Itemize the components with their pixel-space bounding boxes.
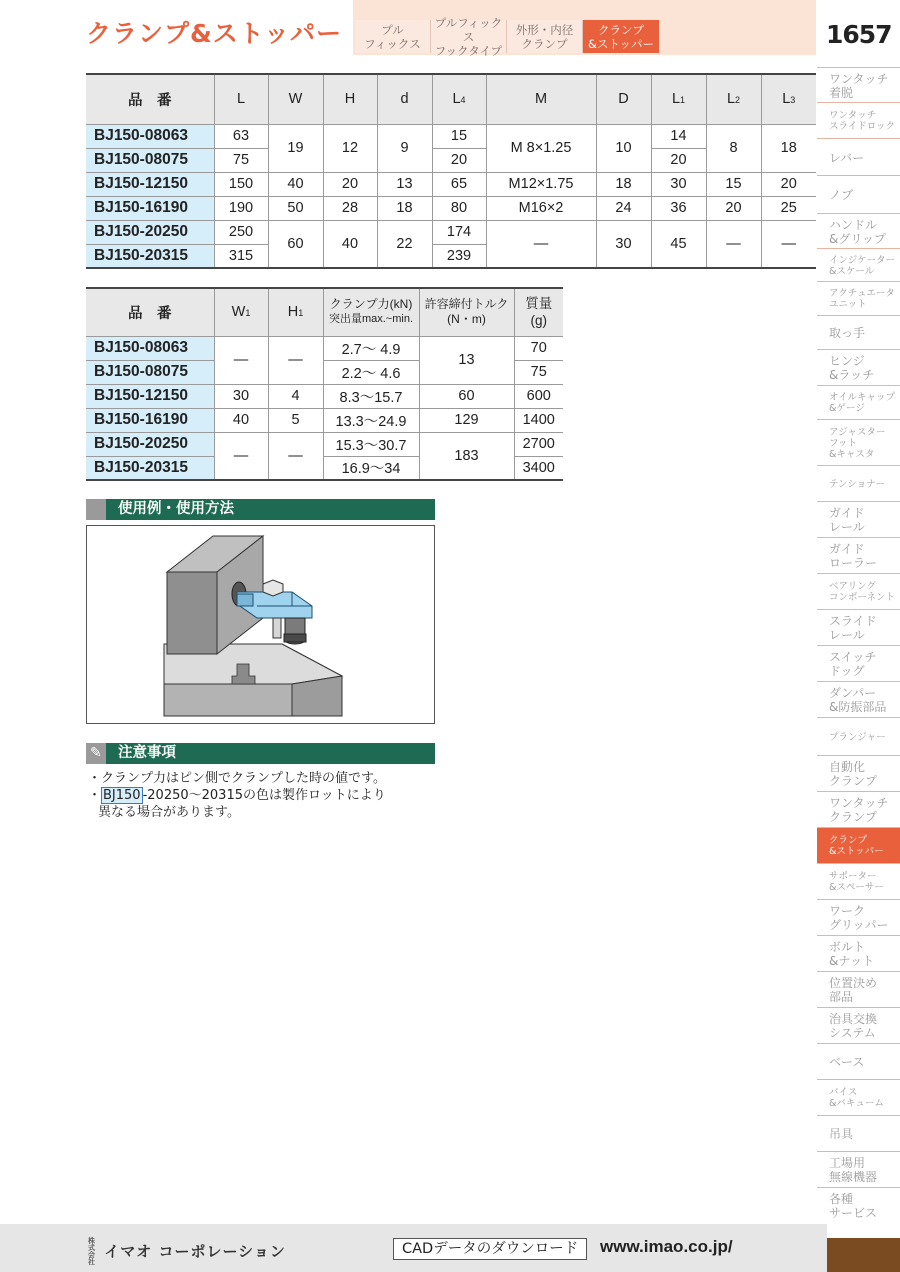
tab-label-line2: &ストッパー [587,36,655,51]
side-index-label: 各種 [829,1192,854,1206]
side-index-label: サポーター [829,871,877,882]
side-index-label: ベアリング [829,581,876,592]
side-index-label: アジャスター [829,426,886,438]
side-index-label: &スペーサー [829,882,884,893]
side-index-item[interactable] [817,935,900,971]
cell-mass: 600 [514,384,563,408]
category-tabs [355,15,659,58]
notes-section-header [86,743,435,764]
cell-dia: 24 [596,196,651,220]
cell-w: 60 [268,220,323,268]
cell-clamp-force: 2.7～ 4.9 [323,336,419,360]
side-index-label: ローラー [829,556,878,570]
cell-l1: 20 [651,148,706,172]
cell-l4: 174 [432,220,486,244]
side-index-item[interactable] [817,501,900,537]
side-index-label: &グリップ [829,231,886,246]
side-index-item[interactable] [817,248,900,281]
part-number: BJ150-08075 [86,148,214,172]
page-number: 1657 [826,20,892,49]
header-subscript: 3 [790,95,796,106]
note-item: ・クランプ力はピン側でクランプした時の値です。 [88,771,386,786]
tab-od-id-clamp[interactable] [507,20,583,53]
cell-l3: 25 [761,196,816,220]
dimensions-table [86,73,816,269]
side-index-label: フット [829,437,857,449]
side-index-label: ワンタッチ [829,71,889,86]
part-number: BJ150-20315 [86,456,214,480]
cell-clamp-force: 8.3～15.7 [323,384,419,408]
tab-label-line1: クランプ [598,22,644,37]
cell-m: — [486,220,596,268]
side-index-label: サービス [829,1206,878,1220]
side-index-label: 取っ手 [829,326,866,340]
table-row [86,172,816,196]
side-index-label: レバー [829,150,865,165]
side-index-label: オイルキャップ [829,392,896,403]
tab-label-line2: フックタイプ [434,43,503,58]
col-header-h1 [268,288,323,336]
cell-h1: 5 [268,408,323,432]
side-index-label: 部品 [829,990,854,1004]
side-index-item[interactable] [817,1187,900,1223]
side-index-label: &ストッパー [829,846,884,857]
col-header-w1 [214,288,268,336]
section-title: 注意事項 [118,745,176,761]
side-index-label: &スケール [829,265,875,277]
tab-label-line1: 外形・内径 [515,22,574,37]
cell-h1: — [268,336,323,384]
cell-w1: 40 [214,408,268,432]
table-header-row [86,74,816,124]
side-index-label: 無線機器 [829,1170,878,1184]
cell-mass: 3400 [514,456,563,480]
header-line2: (N・m) [447,312,486,327]
side-index-label: 自動化 [829,760,866,774]
side-index-item[interactable] [817,1043,900,1079]
col-header-w: W [268,74,323,124]
part-number: BJ150-20250 [86,220,214,244]
col-header-dia: D [596,74,651,124]
col-header-torque [419,288,514,336]
cell-m: M12×1.75 [486,172,596,196]
side-index-item[interactable] [817,465,900,501]
side-index-label: ワーク [829,904,866,918]
part-number: BJ150-16190 [86,196,214,220]
cell-d: 22 [377,220,432,268]
side-index-label: ワンタッチ [829,110,877,121]
side-index-item[interactable] [817,717,900,755]
side-index-label: &ゲージ [829,403,865,414]
side-index-label: 位置決め [829,976,878,990]
side-index-item[interactable] [817,1079,900,1115]
note-text: -20250～20315の色は製作ロットにより [142,788,386,803]
side-index-item[interactable] [817,863,900,899]
side-index-item[interactable] [817,681,900,717]
col-header-d: d [377,74,432,124]
cell-d: 13 [377,172,432,196]
cell-clamp-force: 16.9～34 [323,456,419,480]
section-marker [86,499,106,520]
col-header-h: H [323,74,377,124]
header-line1: 質量 [525,296,553,312]
cell-l: 190 [214,196,268,220]
side-index-label: グリッパー [829,918,889,932]
tab-clamp-stopper[interactable] [583,20,659,53]
col-header-l: L [214,74,268,124]
side-index-label: レール [829,520,865,534]
header-subscript: 1 [245,308,251,319]
cell-w: 50 [268,196,323,220]
cell-clamp-force: 15.3～30.7 [323,432,419,456]
cell-l: 75 [214,148,268,172]
side-index-label: ノブ [829,188,854,202]
cell-h: 28 [323,196,377,220]
cell-d: 18 [377,196,432,220]
side-index-item[interactable] [817,1007,900,1043]
cell-dia: 30 [596,220,651,268]
tab-label-line1: プルフィックス [434,15,503,44]
cell-dia: 18 [596,172,651,196]
cell-l: 250 [214,220,268,244]
header-line1: 許容締付トルク [424,297,509,312]
col-header-l1 [651,74,706,124]
website-link[interactable]: www.imao.co.jp/ [600,1237,733,1256]
side-index-label: ガイド [829,542,865,556]
cell-w1: — [214,432,268,480]
cell-l3: — [761,220,816,268]
table-row [86,432,563,456]
side-index-label: バイス [829,1087,858,1098]
side-index-tail [827,1238,900,1272]
part-number: BJ150-20315 [86,244,214,268]
side-index-item[interactable] [817,609,900,645]
part-number: BJ150-08063 [86,336,214,360]
notes-list [88,770,448,821]
part-number: BJ150-20250 [86,432,214,456]
part-number: BJ150-12150 [86,172,214,196]
side-index-label: スイッチ [829,650,877,664]
side-index-item[interactable] [817,67,900,102]
header-subscript: 4 [460,95,466,106]
side-index-item[interactable] [817,537,900,573]
side-index-item[interactable] [817,573,900,609]
side-index-label: ハンドル [829,217,878,232]
footer [0,1224,827,1272]
part-number: BJ150-16190 [86,408,214,432]
side-index-item[interactable] [817,102,900,138]
cell-mass: 2700 [514,432,563,456]
col-header-l2 [706,74,761,124]
col-header-l4 [432,74,486,124]
cell-mass: 1400 [514,408,563,432]
cell-l: 315 [214,244,268,268]
note-continuation: 異なる場合があります。 [98,805,240,820]
side-index-label: スライドロック [829,121,896,132]
table-row [86,220,816,244]
side-index-item[interactable] [817,315,900,349]
usage-illustration [86,525,435,724]
table-row [86,408,563,432]
side-index-item[interactable] [817,349,900,385]
cell-h: 12 [323,124,377,172]
part-number: BJ150-12150 [86,384,214,408]
company-name: イマオ コーポレーション [104,1242,286,1261]
cell-h: 20 [323,172,377,196]
cell-l4: 20 [432,148,486,172]
side-index-label: システム [829,1026,876,1040]
col-header-part-number: 品 番 [86,74,214,124]
side-index-item[interactable] [817,899,900,935]
side-index-label: &ナット [829,954,875,968]
part-code-highlight: BJ150 [103,788,141,803]
cell-d: 9 [377,124,432,172]
side-index-label: 治具交換 [829,1012,878,1026]
cell-h: 40 [323,220,377,268]
side-index-label: テンショナー [829,478,886,490]
part-number: BJ150-08063 [86,124,214,148]
cell-l: 63 [214,124,268,148]
side-index-item[interactable] [817,175,900,213]
side-index-label: ユニット [829,299,867,310]
cell-l1: 14 [651,124,706,148]
cell-l4: 80 [432,196,486,220]
cell-mass: 70 [514,336,563,360]
side-index-label: 着脱 [829,85,854,100]
col-header-clamp-force [323,288,419,336]
header-line2: (g) [530,313,547,329]
header-text: L [671,91,681,108]
side-index-item[interactable] [817,755,900,791]
cell-dia: 10 [596,124,651,172]
cell-l4: 65 [432,172,486,196]
side-index-label: インジケーター [829,254,896,266]
cell-m: M16×2 [486,196,596,220]
part-number: BJ150-08075 [86,360,214,384]
side-index-label: ベース [829,1055,865,1069]
side-category-index [817,67,900,1223]
side-index-item[interactable] [817,138,900,175]
cell-l3: 18 [761,124,816,172]
side-index-item[interactable] [817,1151,900,1187]
tab-label-line1: プル [381,22,404,37]
cell-torque: 60 [419,384,514,408]
cell-l1: 45 [651,220,706,268]
note-bullet: ・ [88,788,102,803]
side-index-label: ガイド [829,506,865,520]
cell-l: 150 [214,172,268,196]
header-text: L [452,91,461,108]
tab-label-line2: フィックス [364,36,421,51]
table-header-row [86,288,563,336]
cell-torque: 13 [419,336,514,384]
col-header-l3 [761,74,816,124]
header-text: L [782,91,791,108]
cell-l4: 239 [432,244,486,268]
side-index-label: &防振部品 [829,700,887,714]
side-index-item[interactable] [817,281,900,315]
side-index-label: クランプ [829,810,878,824]
side-index-label: クランプ [829,835,868,846]
clamp-usage-drawing [87,526,434,723]
cell-l1: 36 [651,196,706,220]
col-header-part-number: 品 番 [86,288,214,336]
cell-w: 40 [268,172,323,196]
section-title: 使用例・使用方法 [118,501,234,517]
spec-table [86,287,563,481]
side-index-label: コンポーネント [829,592,896,603]
side-index-label: スライド [829,614,877,628]
side-index-item[interactable] [817,419,900,465]
side-index-item[interactable] [817,791,900,827]
cell-torque: 129 [419,408,514,432]
cell-l1: 30 [651,172,706,196]
header-text: W [231,304,246,321]
cell-l2: 15 [706,172,761,196]
side-index-label: 工場用 [829,1156,866,1170]
side-index-label: クランプ [829,774,878,788]
side-index-label: ダンパー [829,686,877,700]
cell-clamp-force: 13.3～24.9 [323,408,419,432]
side-index-label: &キャスタ [829,448,875,460]
header-text: L [726,91,736,108]
page-title: クランプ&ストッパー [86,19,343,48]
side-index-item[interactable] [817,971,900,1007]
header-text: H [287,304,299,321]
side-index-label: レール [829,628,865,642]
header-subscript: 1 [680,95,686,106]
tab-pull-fix-hook[interactable] [431,15,507,58]
side-index-item[interactable] [817,827,900,863]
table-row [86,336,563,360]
cell-h1: 4 [268,384,323,408]
col-header-mass [514,288,563,336]
pencil-icon: ✎ [90,745,102,761]
tab-label-line2: クランプ [521,36,568,51]
side-index-label: ドッグ [829,664,865,678]
side-index-item[interactable] [817,213,900,248]
cad-download-button[interactable]: CADデータのダウンロード [393,1238,587,1260]
cell-w: 19 [268,124,323,172]
cell-l2: 8 [706,124,761,172]
side-index-label: 吊具 [829,1127,854,1141]
side-index-label: ボルト [829,940,866,954]
side-index-item[interactable] [817,385,900,419]
side-index-item[interactable] [817,1115,900,1151]
cell-mass: 75 [514,360,563,384]
usage-section-header [86,499,435,520]
header-line1: クランプ力(kN) [329,297,413,312]
company-logo [88,1238,286,1266]
table-row [86,196,816,220]
cell-w1: — [214,336,268,384]
cell-clamp-force: 2.2～ 4.6 [323,360,419,384]
side-index-label: &ラッチ [829,368,875,382]
col-header-m: M [486,74,596,124]
cell-l2: 20 [706,196,761,220]
cell-m: M 8×1.25 [486,124,596,172]
side-index-label: プランジャー [829,731,886,743]
header-line2: 突出量max.~min. [328,313,414,326]
tab-pull-fix[interactable] [355,20,431,53]
side-index-item[interactable] [817,645,900,681]
side-index-label: &バキューム [829,1098,884,1109]
header-subscript: 2 [735,95,741,106]
table-row [86,124,816,148]
header-subscript: 1 [298,308,304,319]
cell-w1: 30 [214,384,268,408]
cell-l2: — [706,220,761,268]
side-index-label: ワンタッチ [829,796,889,810]
table-row [86,384,563,408]
side-index-label: ヒンジ [829,354,865,368]
cell-h1: — [268,432,323,480]
cell-l3: 20 [761,172,816,196]
side-index-label: アクチュエータ [829,288,895,299]
company-kabu: 株式会社 [88,1237,96,1266]
cell-torque: 183 [419,432,514,480]
cell-l4: 15 [432,124,486,148]
note-item [88,787,448,804]
